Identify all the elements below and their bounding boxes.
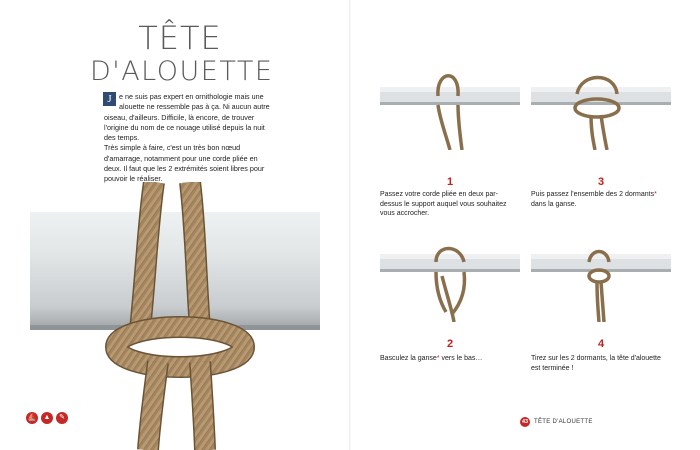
step-3-number: 3 — [597, 176, 605, 188]
step-2-caption — [380, 354, 520, 364]
step-1-number: 1 — [446, 176, 454, 188]
page-number: 43 — [521, 419, 529, 425]
page-gutter — [349, 0, 351, 450]
step-3-caption — [531, 190, 671, 209]
step-4-photo — [531, 232, 671, 322]
sailboat-icon: ⛵ — [26, 412, 38, 424]
title-line-1: TÊTE — [138, 19, 222, 57]
step-2-number: 2 — [446, 338, 454, 350]
running-title: TÊTE D'ALOUETTE — [534, 419, 593, 425]
step-1-caption: Passez votre corde pliée en deux par-dessus le support auquel vous souhaitez vous accrocher. — [380, 191, 507, 218]
intro-paragraph-2: Très simple à faire, c'est un très bon nœud d'amarrage, notamment pour une corde pliée en deux. Il faut que les 2 extrémités soient libres pour pouvoir le réaliser. — [104, 143, 265, 184]
main-knot-photo — [30, 182, 320, 450]
tool-icon: ✎ — [56, 412, 68, 424]
page-folio — [520, 417, 593, 427]
step-4-caption: Tirez sur les 2 dormants, la tête d'alouette est terminée ! — [531, 355, 661, 372]
step-3-text-b: dans la ganse. — [531, 200, 577, 208]
footer-icons — [26, 412, 68, 424]
dropcap: J — [103, 92, 116, 106]
step-3-text-a: Puis passez l'ensemble des 2 dormants — [531, 191, 655, 198]
title-line-2: D'ALOUETTE — [90, 56, 274, 87]
step-2-text-b: vers le bas… — [439, 355, 483, 362]
step-4-number: 4 — [597, 338, 605, 350]
intro-paragraph-1: e ne suis pas expert en ornithologie mais une alouette ne ressemble pas à ça. Ni aucun autre oiseau, d'ailleurs. Difficile, là encore, de trouver l'origine du nom de ce nouage utilisé depuis la nuit des temps. — [104, 92, 270, 143]
page-title — [90, 19, 274, 88]
asterisk: * — [654, 191, 657, 198]
intro-text — [104, 92, 274, 185]
asterisk: * — [436, 355, 440, 362]
boat-icon: ▲ — [41, 412, 53, 424]
step-2-text-a: Basculez la ganse — [380, 355, 437, 362]
step-3-photo — [531, 60, 671, 150]
step-1-photo — [380, 60, 520, 150]
step-2-photo — [380, 232, 520, 322]
